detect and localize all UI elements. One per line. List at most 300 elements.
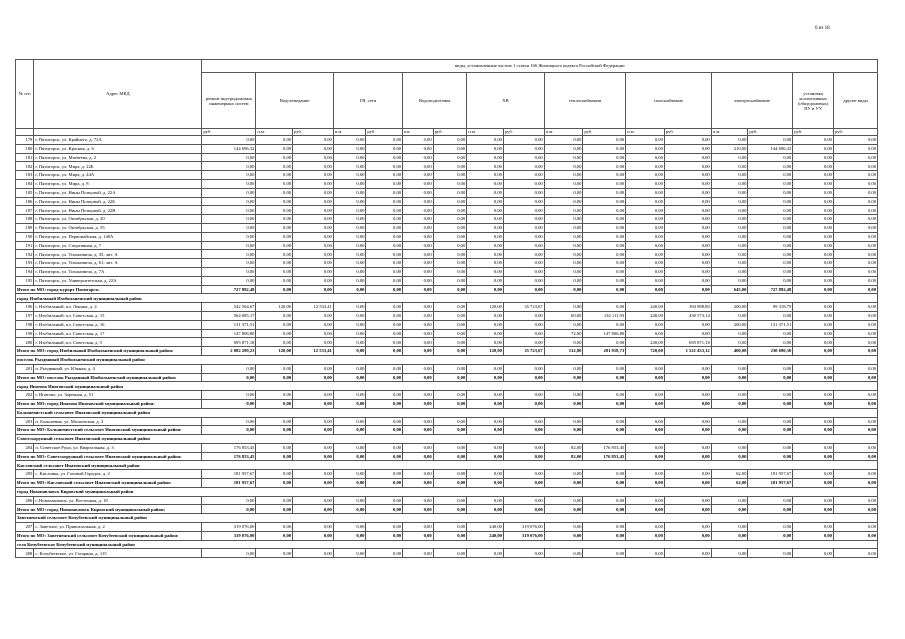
value-cell: 0,00 xyxy=(256,391,293,400)
value-cell: 0,00 xyxy=(293,338,334,347)
value-cell: 0,00 xyxy=(583,153,626,162)
row-number: 206 xyxy=(16,496,34,505)
value-cell: 0,00 xyxy=(711,162,748,171)
value-cell: 0,00 xyxy=(403,417,434,426)
value-cell: 120,00 xyxy=(256,347,293,356)
value-cell: 0,00 xyxy=(293,470,334,479)
header-other: другие виды xyxy=(833,73,877,129)
value-cell: 0,00 xyxy=(748,505,793,514)
value-cell: 0,00 xyxy=(503,391,544,400)
table-row xyxy=(16,153,878,162)
value-cell: 0,00 xyxy=(583,250,626,259)
value-cell: 0,00 xyxy=(467,391,504,400)
value-cell: 0,00 xyxy=(433,373,467,382)
value-cell: 0,00 xyxy=(748,188,793,197)
value-cell: 0,00 xyxy=(333,144,366,153)
unit-cell: руб. xyxy=(793,129,834,136)
value-cell: 0,00 xyxy=(626,136,665,145)
value-cell: 0,00 xyxy=(366,417,403,426)
value-cell: 0,00 xyxy=(664,496,711,505)
value-cell: 0,00 xyxy=(833,232,877,241)
value-cell: 0,00 xyxy=(748,276,793,285)
total-label: Итого по МО: город-курорт Пятигорск: xyxy=(16,285,202,294)
value-cell: 319 076,00 xyxy=(503,531,544,540)
value-cell: 0,00 xyxy=(333,505,366,514)
table-row xyxy=(16,136,878,145)
total-row xyxy=(16,452,878,461)
row-number: 195 xyxy=(16,276,34,285)
value-cell: 240,00 xyxy=(467,523,504,532)
value-cell: 0,00 xyxy=(626,364,665,373)
value-cell: 0,00 xyxy=(333,417,366,426)
value-cell: 0,00 xyxy=(503,285,544,294)
value-cell: 0,00 xyxy=(793,496,834,505)
value-cell: 0,00 xyxy=(366,426,403,435)
value-cell: 0,00 xyxy=(544,338,583,347)
value-cell: 0,00 xyxy=(583,320,626,329)
value-cell: 0,00 xyxy=(503,267,544,276)
value-cell: 0,00 xyxy=(403,505,434,514)
value-cell: 0,00 xyxy=(202,496,256,505)
value-cell: 0,00 xyxy=(793,206,834,215)
value-cell: 181 957,67 xyxy=(202,470,256,479)
value-cell: 200,00 xyxy=(711,320,748,329)
value-cell: 0,00 xyxy=(433,171,467,180)
value-cell: 0,00 xyxy=(626,373,665,382)
value-cell: 0,00 xyxy=(293,188,334,197)
value-cell: 0,00 xyxy=(366,179,403,188)
value-cell: 0,00 xyxy=(433,505,467,514)
unit-cell: п.м. xyxy=(256,129,293,136)
value-cell: 0,00 xyxy=(833,417,877,426)
value-cell: 0,00 xyxy=(403,241,434,250)
value-cell: 0,00 xyxy=(664,285,711,294)
value-cell: 0,00 xyxy=(626,479,665,488)
value-cell: 0,00 xyxy=(711,496,748,505)
value-cell: 0,00 xyxy=(293,171,334,180)
value-cell: 0,00 xyxy=(366,531,403,540)
value-cell: 0,00 xyxy=(433,549,467,558)
value-cell: 0,00 xyxy=(366,197,403,206)
value-cell: 0,00 xyxy=(202,223,256,232)
table-row xyxy=(16,223,878,232)
value-cell: 0,00 xyxy=(333,171,366,180)
value-cell: 0,00 xyxy=(544,215,583,224)
value-cell: 0,00 xyxy=(333,197,366,206)
row-number: 186 xyxy=(16,197,34,206)
value-cell: 0,00 xyxy=(793,303,834,312)
value-cell: 0,00 xyxy=(748,267,793,276)
unit-cell: руб. xyxy=(748,129,793,136)
total-row xyxy=(16,285,878,294)
value-cell: 0,00 xyxy=(467,320,504,329)
total-row xyxy=(16,531,878,540)
value-cell: 0,00 xyxy=(333,241,366,250)
value-cell: 0,00 xyxy=(748,338,793,347)
value-cell: 0,00 xyxy=(467,250,504,259)
value-cell: 0,00 xyxy=(626,276,665,285)
value-cell: 0,00 xyxy=(503,364,544,373)
value-cell: 0,00 xyxy=(403,223,434,232)
value-cell: 0,00 xyxy=(366,311,403,320)
value-cell: 0,00 xyxy=(664,417,711,426)
value-cell: 0,00 xyxy=(664,329,711,338)
row-number: 197 xyxy=(16,311,34,320)
unit-cell: руб. xyxy=(833,129,877,136)
value-cell: 0,00 xyxy=(664,364,711,373)
table-row xyxy=(16,364,878,373)
value-cell: 0,00 xyxy=(467,267,504,276)
value-cell: 0,00 xyxy=(202,505,256,514)
value-cell: 0,00 xyxy=(433,206,467,215)
unit-cell: руб. xyxy=(664,129,711,136)
value-cell: 0,00 xyxy=(503,206,544,215)
value-cell: 0,00 xyxy=(403,347,434,356)
value-cell: 0,00 xyxy=(583,232,626,241)
value-cell: 0,00 xyxy=(793,373,834,382)
value-cell: 0,00 xyxy=(333,179,366,188)
value-cell: 0,00 xyxy=(366,470,403,479)
row-number: 184 xyxy=(16,179,34,188)
value-cell: 0,00 xyxy=(293,153,334,162)
value-cell: 0,00 xyxy=(664,549,711,558)
value-cell: 0,00 xyxy=(256,232,293,241)
address-cell: с. Заветное, ул. Привокзальная, д. 2 xyxy=(34,523,202,532)
address-cell: п. Рыздвяный, ул. Южная, д. 4 xyxy=(34,364,202,373)
value-cell: 0,00 xyxy=(256,179,293,188)
value-cell: 0,00 xyxy=(366,452,403,461)
value-cell: 0,00 xyxy=(202,197,256,206)
value-cell: 0,00 xyxy=(793,179,834,188)
value-cell: 0,00 xyxy=(664,162,711,171)
value-cell: 0,00 xyxy=(202,188,256,197)
value-cell: 400,00 xyxy=(711,347,748,356)
value-cell: 0,00 xyxy=(333,250,366,259)
section-header-row xyxy=(16,382,878,391)
value-cell: 0,00 xyxy=(544,197,583,206)
units-row xyxy=(16,129,878,136)
value-cell: 0,00 xyxy=(202,259,256,268)
value-cell: 319 076,00 xyxy=(503,523,544,532)
value-cell: 0,00 xyxy=(333,470,366,479)
value-cell: 0,00 xyxy=(748,391,793,400)
table-row xyxy=(16,311,878,320)
section-header-row xyxy=(16,408,878,417)
value-cell: 0,00 xyxy=(333,311,366,320)
value-cell: 0,00 xyxy=(293,223,334,232)
value-cell: 0,00 xyxy=(433,496,467,505)
address-cell: г. Пятигорск, ул. Октябрьская, д. 55 xyxy=(34,223,202,232)
value-cell: 0,00 xyxy=(293,549,334,558)
unit-cell: руб. xyxy=(202,129,256,136)
value-cell: 0,00 xyxy=(333,452,366,461)
value-cell: 0,00 xyxy=(403,329,434,338)
value-cell: 0,00 xyxy=(664,531,711,540)
address-cell: г. Изобильный, пл. Ленина, д. 4 xyxy=(34,303,202,312)
value-cell: 0,00 xyxy=(403,452,434,461)
header-internal-systems: ремонт внутридомовых инженерных систем xyxy=(202,73,256,129)
value-cell: 0,00 xyxy=(366,259,403,268)
value-cell: 0,00 xyxy=(403,443,434,452)
value-cell: 0,00 xyxy=(748,443,793,452)
value-cell: 0,00 xyxy=(293,426,334,435)
value-cell: 0,00 xyxy=(202,232,256,241)
value-cell: 0,00 xyxy=(366,285,403,294)
value-cell: 0,00 xyxy=(544,232,583,241)
value-cell: 0,00 xyxy=(467,549,504,558)
value-cell: 0,00 xyxy=(433,452,467,461)
value-cell: 0,00 xyxy=(293,250,334,259)
value-cell: 0,00 xyxy=(403,136,434,145)
value-cell: 0,00 xyxy=(202,206,256,215)
value-cell: 176 853,45 xyxy=(202,452,256,461)
value-cell: 134 111,93 xyxy=(583,311,626,320)
value-cell: 0,00 xyxy=(202,391,256,400)
row-number: 203 xyxy=(16,417,34,426)
value-cell: 0,00 xyxy=(544,267,583,276)
value-cell: 0,00 xyxy=(366,347,403,356)
value-cell: 0,00 xyxy=(833,531,877,540)
value-cell: 0,00 xyxy=(433,276,467,285)
value-cell: 0,00 xyxy=(333,479,366,488)
value-cell: 0,00 xyxy=(664,250,711,259)
value-cell: 0,00 xyxy=(711,417,748,426)
value-cell: 0,00 xyxy=(433,391,467,400)
value-cell: 0,00 xyxy=(202,153,256,162)
value-cell: 176 853,45 xyxy=(583,443,626,452)
value-cell: 0,00 xyxy=(583,206,626,215)
value-cell: 176 853,45 xyxy=(583,452,626,461)
value-cell: 0,00 xyxy=(664,470,711,479)
value-cell: 0,00 xyxy=(664,171,711,180)
value-cell: 0,00 xyxy=(293,232,334,241)
header-hot-water: ГВ, сети xyxy=(333,73,402,129)
value-cell: 0,00 xyxy=(433,179,467,188)
value-cell: 0,00 xyxy=(748,136,793,145)
value-cell: 0,00 xyxy=(366,329,403,338)
value-cell: 0,00 xyxy=(403,285,434,294)
value-cell: 0,00 xyxy=(433,311,467,320)
value-cell: 0,00 xyxy=(664,523,711,532)
value-cell: 0,00 xyxy=(202,417,256,426)
value-cell: 0,00 xyxy=(293,276,334,285)
value-cell: 0,00 xyxy=(711,206,748,215)
value-cell: 0,00 xyxy=(711,136,748,145)
table-row xyxy=(16,241,878,250)
value-cell: 240,00 xyxy=(626,338,665,347)
value-cell: 0,00 xyxy=(664,479,711,488)
value-cell: 0,00 xyxy=(333,373,366,382)
section-title: Большевистский сельсовет Ипатовский муниципальный район xyxy=(16,408,878,417)
value-cell: 0,00 xyxy=(293,452,334,461)
value-cell: 0,00 xyxy=(793,188,834,197)
value-cell: 0,00 xyxy=(833,215,877,224)
value-cell: 0,00 xyxy=(503,320,544,329)
row-number: 189 xyxy=(16,223,34,232)
value-cell: 0,00 xyxy=(711,452,748,461)
value-cell: 0,00 xyxy=(583,391,626,400)
value-cell: 0,00 xyxy=(711,338,748,347)
value-cell: 0,00 xyxy=(583,179,626,188)
value-cell: 131 371,51 xyxy=(748,320,793,329)
row-number: 204 xyxy=(16,443,34,452)
value-cell: 0,00 xyxy=(793,320,834,329)
value-cell: 0,00 xyxy=(256,285,293,294)
value-cell: 0,00 xyxy=(748,373,793,382)
row-number: 182 xyxy=(16,162,34,171)
value-cell: 0,00 xyxy=(433,479,467,488)
address-cell: с. Кочубеевское, ул. Гагарина, д. 115 xyxy=(34,549,202,558)
value-cell: 0,00 xyxy=(256,215,293,224)
value-cell: 0,00 xyxy=(293,285,334,294)
value-cell: 0,00 xyxy=(583,197,626,206)
section-title: город Ипатово Ипатовский муниципальный район xyxy=(16,382,878,391)
value-cell: 0,00 xyxy=(333,426,366,435)
value-cell: 0,00 xyxy=(748,232,793,241)
value-cell: 0,00 xyxy=(626,144,665,153)
value-cell: 0,00 xyxy=(366,267,403,276)
value-cell: 0,00 xyxy=(833,276,877,285)
value-cell: 0,00 xyxy=(544,136,583,145)
value-cell: 0,00 xyxy=(626,179,665,188)
value-cell: 0,00 xyxy=(626,232,665,241)
unit-cell: п.м. xyxy=(544,129,583,136)
value-cell: 0,00 xyxy=(833,320,877,329)
value-cell: 0,00 xyxy=(256,399,293,408)
value-cell: 0,00 xyxy=(467,259,504,268)
header-group-title: виды, установленные частью 1 статьи 166 Жилищного кодекса Российской Федерации xyxy=(202,60,878,73)
value-cell: 0,00 xyxy=(333,285,366,294)
value-cell: 0,00 xyxy=(333,329,366,338)
value-cell: 0,00 xyxy=(793,399,834,408)
value-cell: 0,00 xyxy=(256,479,293,488)
value-cell: 0,00 xyxy=(366,276,403,285)
value-cell: 0,00 xyxy=(793,505,834,514)
value-cell: 72,00 xyxy=(544,329,583,338)
value-cell: 0,00 xyxy=(202,426,256,435)
value-cell: 0,00 xyxy=(467,206,504,215)
value-cell: 0,00 xyxy=(544,179,583,188)
value-cell: 0,00 xyxy=(833,470,877,479)
value-cell: 0,00 xyxy=(711,197,748,206)
value-cell: 0,00 xyxy=(256,162,293,171)
value-cell: 0,00 xyxy=(583,399,626,408)
value-cell: 0,00 xyxy=(503,197,544,206)
value-cell: 0,00 xyxy=(403,549,434,558)
value-cell: 0,00 xyxy=(583,259,626,268)
value-cell: 0,00 xyxy=(748,399,793,408)
address-cell: г. Пятигорск, ул. Тихоновича, д. 35, лит. А xyxy=(34,250,202,259)
value-cell: 0,00 xyxy=(366,549,403,558)
value-cell: 144 696,32 xyxy=(748,144,793,153)
value-cell: 695 871,18 xyxy=(664,338,711,347)
value-cell: 0,00 xyxy=(626,470,665,479)
value-cell: 0,00 xyxy=(293,443,334,452)
value-cell: 0,00 xyxy=(467,144,504,153)
value-cell: 0,00 xyxy=(544,188,583,197)
table-header xyxy=(16,60,878,136)
value-cell: 0,00 xyxy=(403,338,434,347)
table-row xyxy=(16,391,878,400)
value-cell: 0,00 xyxy=(711,523,748,532)
value-cell: 0,00 xyxy=(503,188,544,197)
address-cell: г. Пятигорск, ул. Тихоновича, д. 61, лит. А xyxy=(34,259,202,268)
value-cell: 0,00 xyxy=(833,188,877,197)
value-cell: 0,00 xyxy=(433,153,467,162)
value-cell: 0,00 xyxy=(333,549,366,558)
row-number: 194 xyxy=(16,267,34,276)
value-cell: 0,00 xyxy=(664,320,711,329)
value-cell: 0,00 xyxy=(467,426,504,435)
value-cell: 0,00 xyxy=(256,505,293,514)
table-row xyxy=(16,276,878,285)
value-cell: 0,00 xyxy=(626,452,665,461)
value-cell: 0,00 xyxy=(293,391,334,400)
value-cell: 0,00 xyxy=(403,162,434,171)
value-cell: 0,00 xyxy=(626,399,665,408)
section-header-row xyxy=(16,435,878,444)
value-cell: 0,00 xyxy=(664,144,711,153)
table-row xyxy=(16,320,878,329)
value-cell: 0,00 xyxy=(503,144,544,153)
row-number: 187 xyxy=(16,206,34,215)
value-cell: 131 371,51 xyxy=(202,320,256,329)
value-cell: 0,00 xyxy=(711,329,748,338)
value-cell: 120,00 xyxy=(467,347,504,356)
value-cell: 0,00 xyxy=(333,531,366,540)
value-cell: 0,00 xyxy=(433,215,467,224)
value-cell: 0,00 xyxy=(333,399,366,408)
value-cell: 0,00 xyxy=(583,267,626,276)
value-cell: 0,00 xyxy=(366,136,403,145)
value-cell: 0,00 xyxy=(366,188,403,197)
section-header-row xyxy=(16,294,878,303)
value-cell: 0,00 xyxy=(503,426,544,435)
value-cell: 0,00 xyxy=(793,338,834,347)
value-cell: 0,00 xyxy=(544,549,583,558)
value-cell: 0,00 xyxy=(833,505,877,514)
value-cell: 0,00 xyxy=(467,153,504,162)
value-cell: 0,00 xyxy=(333,267,366,276)
value-cell: 0,00 xyxy=(626,417,665,426)
value-cell: 240,00 xyxy=(626,303,665,312)
value-cell: 0,00 xyxy=(256,443,293,452)
value-cell: 0,00 xyxy=(433,197,467,206)
value-cell: 0,00 xyxy=(503,311,544,320)
unit-cell: руб. xyxy=(503,129,544,136)
address-cell: п. Советское Руно, ул. Квартальная, д. 3 xyxy=(34,443,202,452)
value-cell: 0,00 xyxy=(626,267,665,276)
value-cell: 0,00 xyxy=(583,523,626,532)
section-title: поселок Рыздвяный Изобильненский муниципальный район xyxy=(16,355,878,364)
value-cell: 0,00 xyxy=(403,250,434,259)
value-cell: 0,00 xyxy=(748,179,793,188)
value-cell: 147 806,80 xyxy=(202,329,256,338)
value-cell: 394 988,80 xyxy=(664,303,711,312)
value-cell: 0,00 xyxy=(748,162,793,171)
value-cell: 720,00 xyxy=(626,347,665,356)
value-cell: 0,00 xyxy=(664,153,711,162)
value-cell: 210,00 xyxy=(711,144,748,153)
row-number: 191 xyxy=(16,241,34,250)
value-cell: 0,00 xyxy=(202,399,256,408)
table-row xyxy=(16,267,878,276)
value-cell: 0,00 xyxy=(366,373,403,382)
value-cell: 0,00 xyxy=(583,276,626,285)
value-cell: 0,00 xyxy=(503,259,544,268)
value-cell: 0,00 xyxy=(793,364,834,373)
value-cell: 0,00 xyxy=(544,303,583,312)
